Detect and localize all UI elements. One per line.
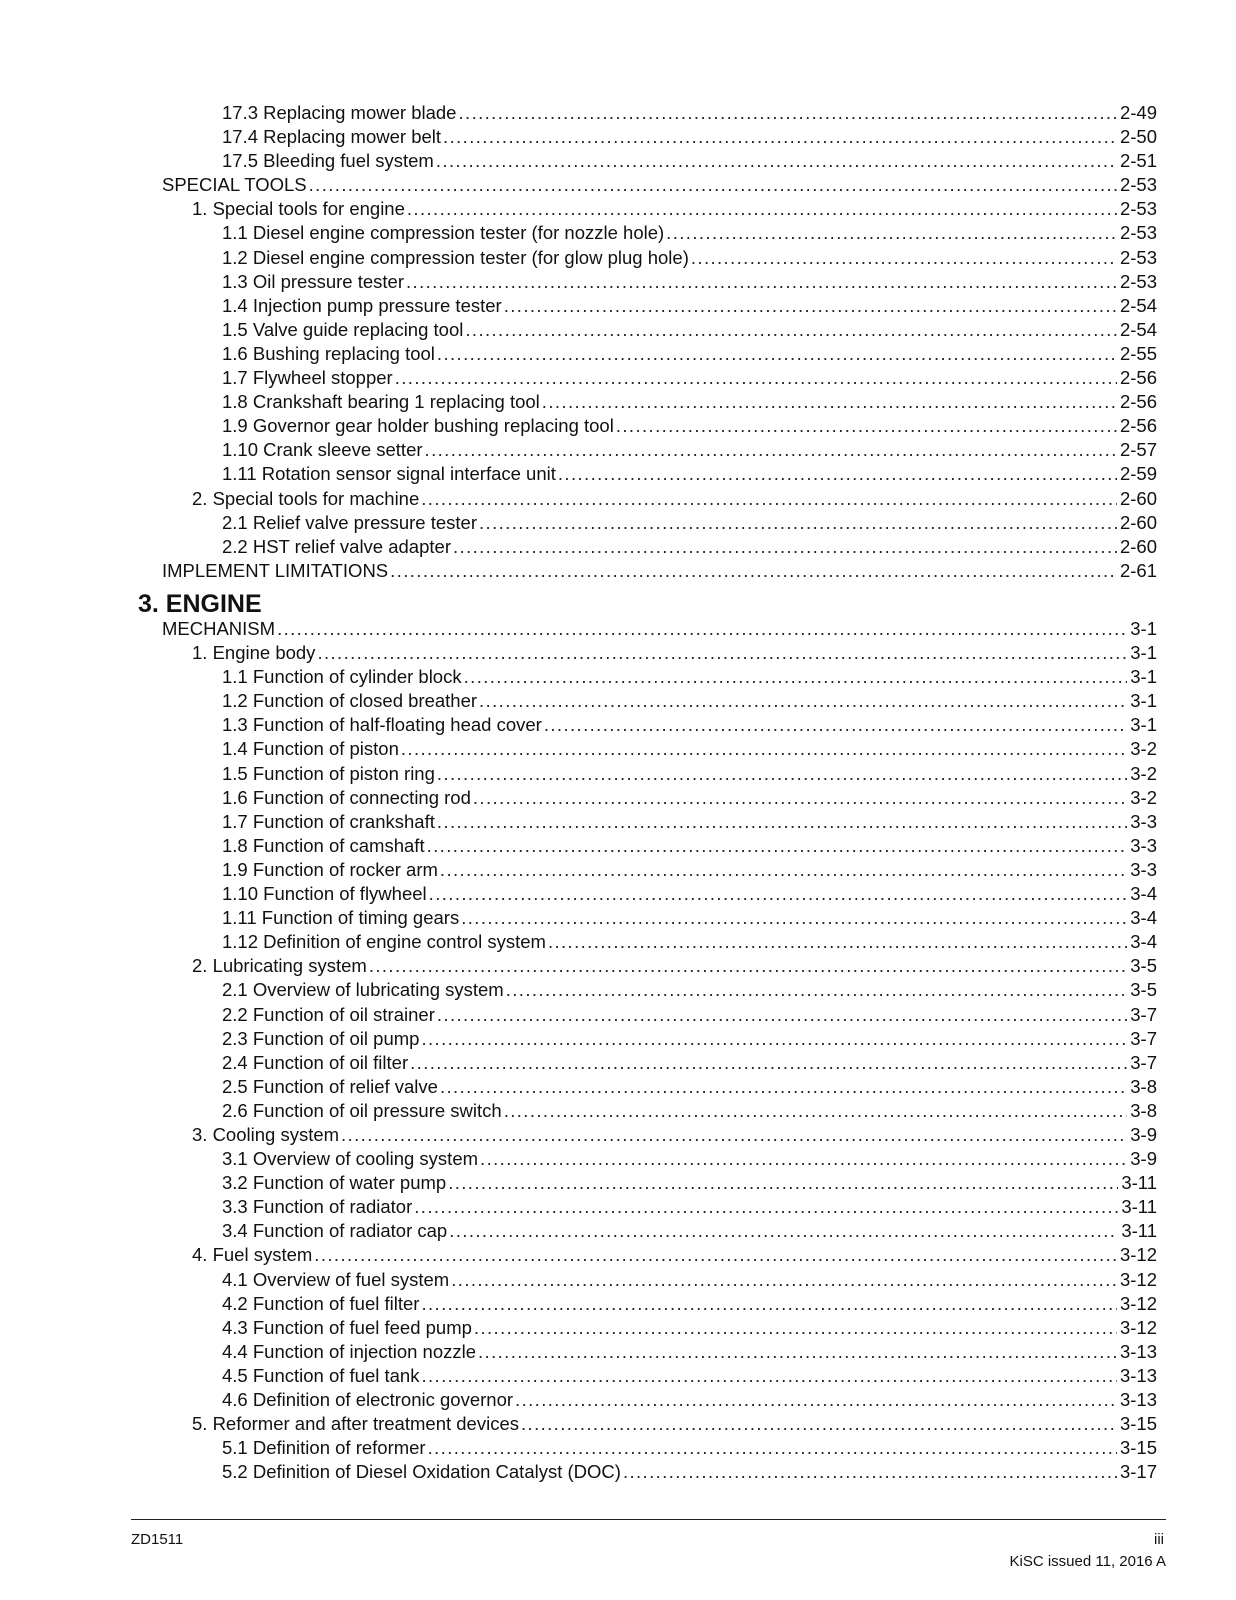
footer-doc-code: ZD1511	[131, 1531, 184, 1548]
toc-entry-label: 4.5 Function of fuel tank	[222, 1364, 420, 1386]
toc-entry[interactable]	[0, 617, 1236, 641]
toc-entry-page: 3-8	[1130, 1075, 1157, 1097]
dot-leader	[421, 1364, 1117, 1388]
dot-leader	[401, 737, 1127, 761]
toc-entry-label: 1.2 Function of closed breather	[222, 690, 478, 712]
dot-leader	[666, 221, 1117, 245]
toc-entry-page: 2-57	[1119, 439, 1157, 461]
toc-entry-label: 1.6 Bushing replacing tool	[222, 342, 435, 364]
dot-leader	[429, 882, 1128, 906]
toc-entry-page: 3-7	[1130, 1051, 1157, 1073]
toc-entry[interactable]	[0, 1388, 1236, 1412]
toc-entry[interactable]	[0, 834, 1236, 858]
toc-entry-page: 2-50	[1119, 126, 1157, 148]
toc-entry[interactable]	[0, 1099, 1236, 1123]
toc-entry-page: 3-3	[1130, 810, 1157, 832]
toc-entry-page: 3-11	[1121, 1196, 1157, 1218]
toc-entry-label: 3. Cooling system	[192, 1123, 340, 1145]
dot-leader	[440, 1075, 1127, 1099]
toc-entry-page: 2-60	[1119, 535, 1157, 557]
dot-leader	[277, 617, 1127, 641]
toc-entry-page: 2-51	[1119, 150, 1157, 172]
dot-leader	[425, 438, 1117, 462]
toc-entry-label: 4.2 Function of fuel filter	[222, 1292, 420, 1314]
dot-leader	[542, 390, 1117, 414]
toc-entry-page: 2-56	[1119, 367, 1157, 389]
toc-entry-page: 3-7	[1130, 1027, 1157, 1049]
toc-entry[interactable]	[0, 246, 1236, 270]
toc-entry[interactable]	[0, 462, 1236, 486]
dot-leader	[421, 487, 1117, 511]
dot-leader	[436, 149, 1117, 173]
toc-entry-label: 1.8 Function of camshaft	[222, 834, 425, 856]
toc-entry-page: 3-4	[1130, 931, 1157, 953]
toc-entry[interactable]	[0, 906, 1236, 930]
dot-leader	[548, 930, 1127, 954]
toc-entry[interactable]	[0, 786, 1236, 810]
toc-entry-label: 5. Reformer and after treatment devices	[192, 1413, 519, 1435]
toc-entry[interactable]	[0, 487, 1236, 511]
dot-leader	[317, 641, 1127, 665]
section-heading: 3. ENGINE	[138, 590, 262, 618]
dot-leader	[437, 1003, 1127, 1027]
toc-entry-label: 2.1 Overview of lubricating system	[222, 979, 504, 1001]
toc-entry-label: 1.4 Function of piston	[222, 738, 399, 760]
toc-entry-label: 3.2 Function of water pump	[222, 1172, 447, 1194]
toc-entry-label: 1.1 Function of cylinder block	[222, 666, 462, 688]
dot-leader	[341, 1123, 1127, 1147]
toc-entry-label: MECHANISM	[162, 618, 276, 639]
dot-leader	[691, 246, 1117, 270]
toc-entry-page: 3-9	[1130, 1123, 1157, 1145]
toc-entry[interactable]	[0, 713, 1236, 737]
toc-entry-label: 1.6 Function of connecting rod	[222, 786, 471, 808]
dot-leader	[504, 294, 1117, 318]
toc-entry-page: 3-12	[1119, 1268, 1157, 1290]
toc-entry[interactable]	[0, 737, 1236, 761]
toc-entry-page: 2-60	[1119, 511, 1157, 533]
toc-entry-page: 2-53	[1119, 270, 1157, 292]
toc-entry-label: 1.5 Function of piston ring	[222, 762, 435, 784]
toc-entry-label: 1.10 Crank sleeve setter	[222, 439, 423, 461]
toc-entry[interactable]	[0, 1027, 1236, 1051]
dot-leader	[623, 1460, 1117, 1484]
toc-entry-page: 2-59	[1119, 463, 1157, 485]
toc-entry-page: 3-3	[1130, 858, 1157, 880]
dot-leader	[504, 1099, 1128, 1123]
dot-leader	[464, 665, 1128, 689]
dot-leader	[410, 1051, 1127, 1075]
toc-entry-label: 1.8 Crankshaft bearing 1 replacing tool	[222, 391, 540, 413]
toc-entry-label: 3.4 Function of radiator cap	[222, 1220, 448, 1242]
toc-entry-label: 4.1 Overview of fuel system	[222, 1268, 450, 1290]
toc-entry[interactable]	[0, 511, 1236, 535]
toc-list-part-1	[0, 101, 1236, 583]
toc-entry[interactable]	[0, 954, 1236, 978]
toc-entry-label: 2.2 Function of oil strainer	[222, 1003, 435, 1025]
toc-entry-page: 3-9	[1130, 1148, 1157, 1170]
dot-leader	[369, 954, 1127, 978]
toc-entry-page: 3-1	[1130, 690, 1157, 712]
toc-entry-label: 4.4 Function of injection nozzle	[222, 1340, 477, 1362]
toc-entry[interactable]	[0, 535, 1236, 559]
toc-entry-label: 1.10 Function of flywheel	[222, 883, 427, 905]
toc-entry-page: 3-7	[1130, 1003, 1157, 1025]
footer-divider	[131, 1519, 1166, 1520]
toc-entry-label: 1.7 Function of crankshaft	[222, 810, 435, 832]
dot-leader	[437, 810, 1127, 834]
dot-leader	[480, 1147, 1127, 1171]
dot-leader	[406, 270, 1117, 294]
toc-list-part-2	[0, 617, 1236, 1484]
toc-entry-label: SPECIAL TOOLS	[162, 174, 307, 196]
toc-entry-label: 4.3 Function of fuel feed pump	[222, 1316, 472, 1338]
toc-entry-label: 1.3 Function of half-floating head cover	[222, 714, 542, 736]
toc-entry-label: 1.7 Flywheel stopper	[222, 367, 393, 389]
dot-leader	[314, 1243, 1117, 1267]
toc-entry[interactable]	[0, 1292, 1236, 1316]
toc-entry-page: 3-5	[1130, 955, 1157, 977]
toc-entry-page: 3-2	[1130, 738, 1157, 760]
toc-entry[interactable]	[0, 149, 1236, 173]
toc-entry[interactable]	[0, 665, 1236, 689]
toc-entry-page: 3-15	[1119, 1413, 1157, 1435]
toc-entry[interactable]	[0, 1123, 1236, 1147]
toc-entry-label: 1.2 Diesel engine compression tester (for glow plug hole)	[222, 246, 689, 268]
dot-leader	[506, 978, 1128, 1002]
dot-leader	[390, 559, 1117, 583]
dot-leader	[437, 762, 1127, 786]
toc-entry[interactable]	[0, 1436, 1236, 1460]
toc-entry-label: 5.2 Definition of Diesel Oxidation Catalyst (DOC)	[222, 1461, 621, 1483]
toc-entry-page: 2-61	[1119, 559, 1157, 581]
toc-entry[interactable]	[0, 762, 1236, 786]
dot-leader	[544, 713, 1127, 737]
toc-entry[interactable]	[0, 1147, 1236, 1171]
toc-entry-label: 2.3 Function of oil pump	[222, 1027, 420, 1049]
dot-leader	[449, 1219, 1118, 1243]
toc-entry-label: 1.9 Function of rocker arm	[222, 858, 438, 880]
toc-entry[interactable]	[0, 1243, 1236, 1267]
toc-entry[interactable]	[0, 173, 1236, 197]
toc-entry-page: 3-1	[1130, 618, 1157, 639]
dot-leader	[515, 1388, 1117, 1412]
dot-leader	[428, 1436, 1117, 1460]
toc-entry-page: 2-53	[1119, 222, 1157, 244]
dot-leader	[616, 414, 1117, 438]
toc-entry[interactable]	[0, 270, 1236, 294]
toc-entry-label: 1.3 Oil pressure tester	[222, 270, 404, 292]
toc-entry-page: 2-56	[1119, 415, 1157, 437]
footer-page-number: iii	[1154, 1531, 1164, 1548]
toc-entry-page: 2-56	[1119, 391, 1157, 413]
toc-entry[interactable]	[0, 221, 1236, 245]
toc-entry-label: 17.3 Replacing mower blade	[222, 102, 457, 123]
toc-entry-label: 2.6 Function of oil pressure switch	[222, 1099, 502, 1121]
toc-entry-page: 3-15	[1119, 1437, 1157, 1459]
dot-leader	[521, 1412, 1117, 1436]
toc-entry-page: 3-12	[1119, 1316, 1157, 1338]
toc-entry[interactable]	[0, 641, 1236, 665]
dot-leader	[451, 1268, 1117, 1292]
dot-leader	[414, 1195, 1118, 1219]
toc-entry[interactable]	[0, 1003, 1236, 1027]
toc-entry[interactable]	[0, 197, 1236, 221]
toc-entry[interactable]	[0, 1412, 1236, 1436]
toc-entry-page: 3-13	[1119, 1364, 1157, 1386]
toc-entry-page: 3-1	[1130, 714, 1157, 736]
toc-entry[interactable]	[0, 978, 1236, 1002]
toc-entry-label: 1.12 Definition of engine control system	[222, 931, 546, 953]
toc-entry-label: 17.4 Replacing mower belt	[222, 126, 442, 148]
footer-issue: KiSC issued 11, 2016 A	[1009, 1553, 1166, 1570]
toc-entry-page: 3-13	[1119, 1340, 1157, 1362]
toc-entry-label: 1.1 Diesel engine compression tester (for nozzle hole)	[222, 222, 665, 244]
toc-entry-label: 5.1 Definition of reformer	[222, 1437, 426, 1459]
toc-entry-page: 3-1	[1130, 666, 1157, 688]
toc-entry[interactable]	[0, 1460, 1236, 1484]
toc-entry-page: 2-55	[1119, 342, 1157, 364]
dot-leader	[427, 834, 1128, 858]
toc-entry-page: 2-60	[1119, 487, 1157, 509]
toc-entry-page: 3-12	[1119, 1244, 1157, 1266]
toc-entry[interactable]	[0, 1219, 1236, 1243]
toc-entry[interactable]	[0, 1171, 1236, 1195]
dot-leader	[407, 197, 1117, 221]
toc-entry[interactable]	[0, 1075, 1236, 1099]
dot-leader	[478, 1340, 1117, 1364]
toc-entry-label: 2.4 Function of oil filter	[222, 1051, 409, 1073]
dot-leader	[440, 858, 1127, 882]
toc-entry[interactable]	[0, 414, 1236, 438]
toc-entry[interactable]	[0, 1051, 1236, 1075]
toc-entry-label: 1.11 Rotation sensor signal interface unit	[222, 463, 556, 485]
dot-leader	[458, 101, 1116, 125]
dot-leader	[309, 173, 1117, 197]
toc-entry[interactable]	[0, 1364, 1236, 1388]
toc-entry-label: 1.4 Injection pump pressure tester	[222, 294, 502, 316]
toc-entry-label: 1. Special tools for engine	[192, 198, 405, 220]
toc-entry[interactable]	[0, 1268, 1236, 1292]
toc-entry[interactable]	[0, 101, 1236, 125]
toc-entry-label: 2. Special tools for machine	[192, 487, 420, 509]
dot-leader	[443, 125, 1117, 149]
toc-entry-label: 3.1 Overview of cooling system	[222, 1148, 479, 1170]
dot-leader	[465, 318, 1117, 342]
toc-entry[interactable]	[0, 930, 1236, 954]
toc-entry[interactable]	[0, 689, 1236, 713]
dot-leader	[558, 462, 1117, 486]
toc-entry[interactable]	[0, 882, 1236, 906]
toc-entry[interactable]	[0, 810, 1236, 834]
toc-entry-label: 1.9 Governor gear holder bushing replacing tool	[222, 415, 614, 437]
toc-entry[interactable]	[0, 1340, 1236, 1364]
toc-entry-label: IMPLEMENT LIMITATIONS	[162, 559, 389, 581]
dot-leader	[479, 689, 1127, 713]
toc-entry[interactable]	[0, 1195, 1236, 1219]
toc-entry-label: 1.11 Function of timing gears	[222, 907, 460, 929]
toc-entry-label: 2.2 HST relief valve adapter	[222, 535, 451, 557]
toc-entry[interactable]	[0, 294, 1236, 318]
toc-entry-page: 2-53	[1119, 246, 1157, 268]
toc-entry-page: 3-3	[1130, 834, 1157, 856]
dot-leader	[453, 535, 1117, 559]
toc-entry-page: 3-8	[1130, 1099, 1157, 1121]
dot-leader	[448, 1171, 1118, 1195]
toc-entry[interactable]	[0, 366, 1236, 390]
toc-entry-page: 2-54	[1119, 294, 1157, 316]
toc-entry-label: 1. Engine body	[192, 642, 316, 664]
toc-entry[interactable]	[0, 1316, 1236, 1340]
dot-leader	[461, 906, 1127, 930]
toc-entry[interactable]	[0, 342, 1236, 366]
toc-entry[interactable]	[0, 390, 1236, 414]
toc-entry-label: 1.5 Valve guide replacing tool	[222, 318, 464, 340]
toc-entry[interactable]	[0, 559, 1236, 583]
toc-entry-label: 2.1 Relief valve pressure tester	[222, 511, 478, 533]
dot-leader	[421, 1292, 1117, 1316]
dot-leader	[473, 786, 1127, 810]
toc-entry-page: 3-2	[1130, 762, 1157, 784]
toc-entry-page: 3-11	[1121, 1220, 1157, 1242]
toc-entry-page: 3-13	[1119, 1389, 1157, 1410]
dot-leader	[479, 511, 1117, 535]
toc-entry-label: 2.5 Function of relief valve	[222, 1075, 438, 1097]
toc-entry-label: 2. Lubricating system	[192, 955, 367, 977]
toc-entry-page: 2-54	[1119, 318, 1157, 340]
toc-entry-page: 2-53	[1119, 174, 1157, 196]
toc-entry-page: 2-49	[1119, 102, 1157, 123]
toc-entry-page: 2-53	[1119, 198, 1157, 220]
toc-entry-page: 3-12	[1119, 1292, 1157, 1314]
dot-leader	[474, 1316, 1117, 1340]
toc-entry-label: 4.6 Definition of electronic governor	[222, 1389, 514, 1410]
toc-entry[interactable]	[0, 858, 1236, 882]
dot-leader	[395, 366, 1117, 390]
toc-entry-page: 3-17	[1119, 1461, 1157, 1483]
toc-entry-label: 17.5 Bleeding fuel system	[222, 150, 434, 172]
toc-entry-page: 3-11	[1121, 1172, 1157, 1194]
toc-entry-page: 3-5	[1130, 979, 1157, 1001]
toc-entry-label: 4. Fuel system	[192, 1244, 313, 1266]
toc-entry[interactable]	[0, 438, 1236, 462]
toc-entry-page: 3-1	[1130, 642, 1157, 664]
toc-entry-page: 3-2	[1130, 786, 1157, 808]
toc-entry[interactable]	[0, 125, 1236, 149]
dot-leader	[437, 342, 1117, 366]
toc-entry-label: 3.3 Function of radiator	[222, 1196, 413, 1218]
toc-entry-page: 3-4	[1130, 907, 1157, 929]
dot-leader	[421, 1027, 1127, 1051]
toc-entry-page: 3-4	[1130, 883, 1157, 905]
toc-entry[interactable]	[0, 318, 1236, 342]
